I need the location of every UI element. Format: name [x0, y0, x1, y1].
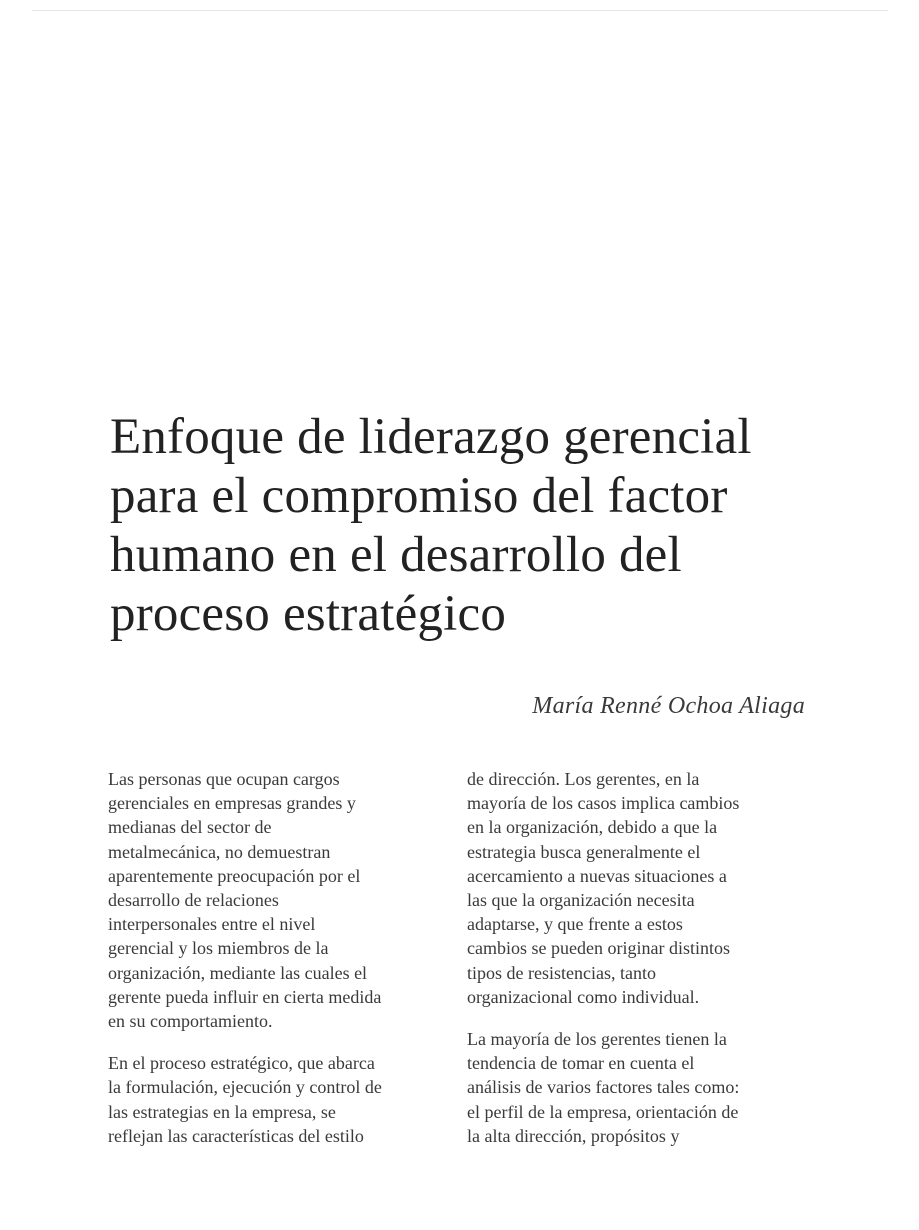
text-line: tendencia de tomar en cuenta el	[467, 1053, 695, 1074]
title-line: proceso estratégico	[110, 586, 507, 642]
text-line: interpersonales entre el nivel	[108, 914, 316, 935]
text-line: gerenciales en empresas grandes y	[108, 793, 356, 814]
left-paragraph-2	[108, 1051, 448, 1148]
text-line: las estrategias en la empresa, se	[108, 1101, 336, 1122]
right-column	[467, 767, 807, 1166]
page-top-edge	[32, 10, 888, 11]
text-line: análisis de varios factores tales como:	[467, 1077, 740, 1098]
text-line: medianas del sector de	[108, 817, 272, 838]
text-line: metalmecánica, no demuestran	[108, 841, 331, 862]
text-line: acercamiento a nuevas situaciones a	[467, 865, 727, 886]
text-line: reflejan las características del estilo	[108, 1125, 364, 1146]
text-line: organización, mediante las cuales el	[108, 962, 368, 983]
text-line: gerencial y los miembros de la	[108, 938, 329, 959]
text-line: En el proceso estratégico, que abarca	[108, 1053, 375, 1074]
text-line: estrategia busca generalmente el	[467, 841, 701, 862]
text-line: cambios se pueden originar distintos	[467, 938, 730, 959]
text-line: aparentemente preocupación por el	[108, 865, 361, 886]
text-line: tipos de resistencias, tanto	[467, 962, 656, 983]
text-line: en la organización, debido a que la	[467, 817, 718, 838]
left-column	[108, 767, 448, 1166]
text-line: Las personas que ocupan cargos	[108, 769, 340, 789]
text-line: el perfil de la empresa, orientación de	[467, 1101, 739, 1122]
text-line: la formulación, ejecución y control de	[108, 1077, 382, 1098]
text-line: la alta dirección, propósitos y	[467, 1125, 680, 1146]
title-line: para el compromiso del factor	[110, 468, 728, 524]
text-line: mayoría de los casos implica cambios	[467, 793, 740, 814]
text-line: La mayoría de los gerentes tienen la	[467, 1029, 727, 1050]
text-line: en su comportamiento.	[108, 1011, 273, 1032]
text-line: organizacional como individual.	[467, 986, 700, 1007]
right-paragraph-2	[467, 1027, 807, 1148]
text-line: de dirección. Los gerentes, en la	[467, 769, 700, 789]
title-line: Enfoque de liderazgo gerencial	[110, 409, 752, 465]
article-author: María Renné Ochoa Aliaga	[532, 693, 805, 719]
left-paragraph-1	[108, 767, 448, 1033]
text-line: desarrollo de relaciones	[108, 890, 279, 911]
text-line: las que la organización necesita	[467, 890, 695, 911]
text-line: gerente pueda influir en cierta medida	[108, 986, 382, 1007]
right-paragraph-1	[467, 767, 807, 1009]
title-line: humano en el desarrollo del	[110, 527, 682, 583]
article-title	[110, 408, 830, 644]
text-line: adaptarse, y que frente a estos	[467, 914, 683, 935]
